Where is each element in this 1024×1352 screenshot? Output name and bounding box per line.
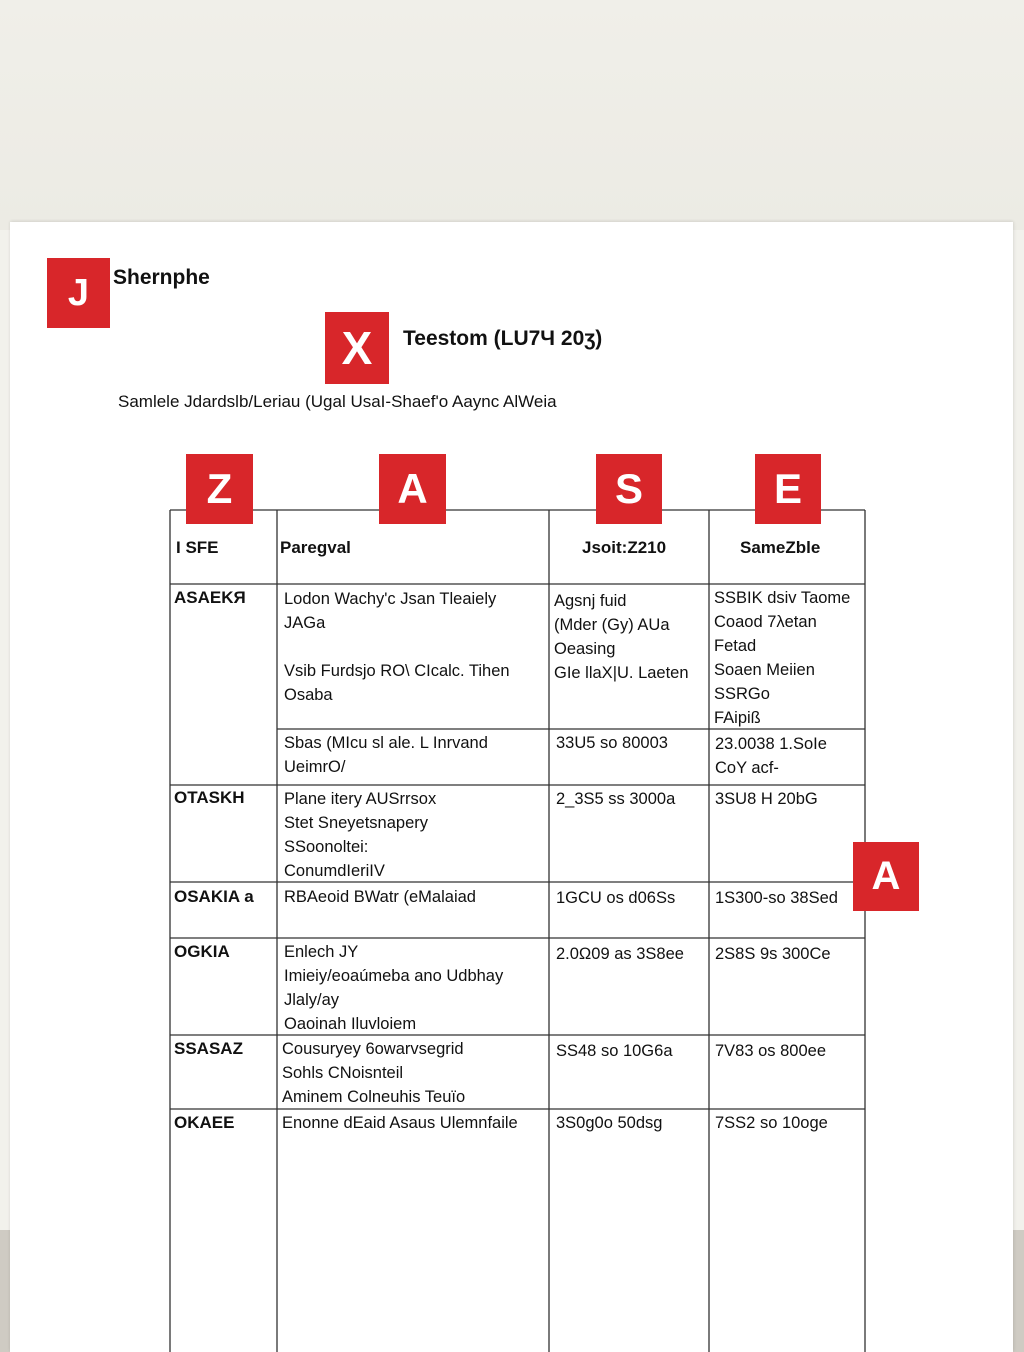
- row-header: OTASKH: [174, 788, 245, 807]
- cell-line: Imieiy/eoaúmeba ano Udbhay: [284, 967, 504, 985]
- row-header: OKAEE: [174, 1113, 235, 1132]
- cell-line: Agsnj fuid: [554, 592, 627, 610]
- cell-line: GIe llaX|U. Laeten: [554, 664, 689, 682]
- cell-line: Oeasing: [554, 640, 616, 658]
- cell-line: JAGa: [284, 614, 326, 632]
- column-header: Jsoit:Z210: [582, 538, 667, 557]
- column-header: I SFE: [176, 538, 219, 557]
- table-cell: 1GCU os d06Ss: [556, 889, 676, 907]
- cell-line: SSBIK dsiv Taome: [714, 589, 851, 607]
- cell-line: Sohls CNoisnteil: [282, 1064, 404, 1082]
- document-subtitle: Samlele Jdardslb/Leriau (Ugal UsaI-Shaef'o Aaync AlWeia: [118, 392, 557, 411]
- table-cell: [284, 587, 510, 707]
- column-badge-z: Z: [186, 454, 253, 524]
- table-cell: 2.0Ω09 as 3S8ee: [556, 945, 684, 963]
- cell-line: [284, 635, 510, 659]
- column-badge-a: A: [379, 454, 446, 524]
- table-cell: [714, 586, 850, 730]
- title-badge: X: [325, 312, 389, 384]
- cell-line: Stet Sneyetsnapery: [284, 814, 429, 832]
- cell-line: Cousuryey 6owarvsegrid: [282, 1040, 464, 1058]
- cell-line: FAipiß: [714, 709, 761, 727]
- row-header: OGKIA: [174, 942, 230, 961]
- cell-line: UeimrO/: [284, 758, 346, 776]
- table-cell: Enonne dEaid Asaus Ulemnfaile: [282, 1114, 518, 1132]
- cell-line: Aminem Colneuhis Teuïo: [282, 1088, 466, 1106]
- cell-line: Jlaly/ay: [284, 991, 340, 1009]
- column-header: SameZble: [740, 538, 821, 557]
- cell-line: Soaen Meiien: [714, 661, 815, 679]
- column-badge-s: S: [596, 454, 662, 524]
- row-header: SSASAZ: [174, 1039, 243, 1058]
- cell-line: Lodon Wachy'c Jsan Tleaiely: [284, 590, 497, 608]
- row-header: OSAKIA a: [174, 887, 254, 906]
- table-cell: 33U5 so 80003: [556, 734, 668, 752]
- table-cell: [715, 732, 827, 780]
- cell-line: SSoonoltei:: [284, 838, 369, 856]
- cell-line: Sbas (MIcu sl ale. L Inrvand: [284, 734, 488, 752]
- table-cell: 3S0g0o 50dsg: [556, 1114, 663, 1132]
- cell-line: Enlech JY: [284, 943, 359, 961]
- table-cell: SS48 so 10G6a: [556, 1042, 673, 1060]
- logo-badge: J: [47, 258, 110, 328]
- cell-line: Fetad: [714, 637, 757, 655]
- background-floor: [1012, 1230, 1024, 1352]
- cell-line: SSRGo: [714, 685, 770, 703]
- column-badge-e: E: [755, 454, 821, 524]
- table-cell: 2S8S 9s 300Ce: [715, 945, 831, 963]
- document-title: Teestom (LU7Ч 20ʒ): [403, 327, 603, 350]
- table-cell: [282, 1037, 465, 1109]
- column-header: Paregval: [280, 538, 351, 557]
- cell-line: Vsib Furdsjo RO\ CIcalc. Tihen: [284, 662, 510, 680]
- row-header: ASAEKЯ: [174, 588, 246, 607]
- table-cell: 7V83 os 800ee: [715, 1042, 827, 1060]
- cell-line: Osaba: [284, 686, 333, 704]
- table-cell: RBAeoid BWatr (eMalaiad: [284, 888, 476, 906]
- background-wall: [0, 0, 1024, 230]
- table-cell: [284, 731, 488, 779]
- table-cell: 7SS2 so 10oge: [715, 1114, 828, 1132]
- cell-line: Coaod 7λetan: [714, 613, 817, 631]
- cell-line: ConumdIeriIV: [284, 862, 385, 880]
- cell-line: 23.0038 1.SoIe: [715, 735, 827, 753]
- table-cell: [284, 940, 503, 1036]
- cell-line: Oaoinah Iluvloiem: [284, 1015, 417, 1033]
- table-cell: 2_3S5 ss 3000a: [556, 790, 676, 808]
- cell-line: CoY acf-: [715, 759, 779, 777]
- cell-line: (Mder (Gy) AUa: [554, 616, 670, 634]
- table-cell: [284, 787, 436, 883]
- table-cell: [554, 589, 689, 685]
- table-cell: 3SU8 H 20bG: [715, 790, 818, 808]
- cell-line: Plane itery AUSrrsox: [284, 790, 437, 808]
- side-badge: A: [853, 842, 919, 911]
- brand-name: Shernphe: [113, 266, 210, 289]
- table-cell: 1S300-so 38Sed: [715, 889, 838, 907]
